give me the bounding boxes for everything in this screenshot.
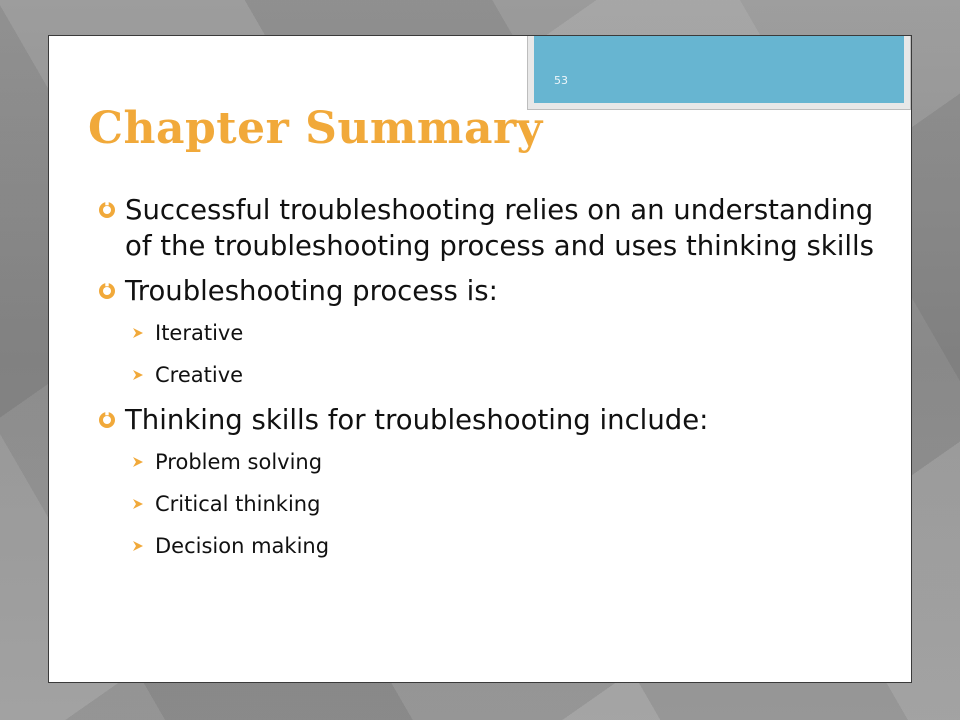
disc-bullet-icon bbox=[98, 282, 116, 300]
bullet-text: Successful troubleshooting relies on an understanding of the troubleshooting process and uses thinking skills bbox=[125, 194, 874, 262]
sub-bullet-item bbox=[98, 447, 888, 477]
arrow-bullet-icon bbox=[132, 369, 144, 381]
bullet-item bbox=[98, 192, 888, 264]
arrow-bullet-icon bbox=[132, 327, 144, 339]
bullet-text: Troubleshooting process is: bbox=[125, 275, 498, 307]
sub-bullet-text: Critical thinking bbox=[155, 492, 321, 516]
slide-number-tab bbox=[527, 36, 911, 110]
arrow-bullet-icon bbox=[132, 540, 144, 552]
slide-title: Chapter Summary bbox=[88, 103, 543, 154]
arrow-bullet-icon bbox=[132, 498, 144, 510]
sub-bullet-item bbox=[98, 360, 888, 390]
bullet-text: Thinking skills for troubleshooting include: bbox=[125, 404, 709, 436]
sub-bullet-item bbox=[98, 489, 888, 519]
sub-bullet-text: Decision making bbox=[155, 534, 330, 558]
disc-bullet-icon bbox=[98, 201, 116, 219]
disc-bullet-icon bbox=[98, 411, 116, 429]
sub-bullet-item bbox=[98, 318, 888, 348]
sub-bullet-text: Creative bbox=[155, 363, 244, 387]
bullet-item bbox=[98, 273, 888, 309]
arrow-bullet-icon bbox=[132, 456, 144, 468]
bullet-list bbox=[98, 192, 888, 573]
sub-bullet-text: Problem solving bbox=[155, 450, 323, 474]
sub-bullet-item bbox=[98, 531, 888, 561]
slide-number: 53 bbox=[554, 74, 568, 87]
sub-bullet-text: Iterative bbox=[155, 321, 244, 345]
bullet-item bbox=[98, 402, 888, 438]
slide-number-tab-fill bbox=[534, 36, 904, 103]
